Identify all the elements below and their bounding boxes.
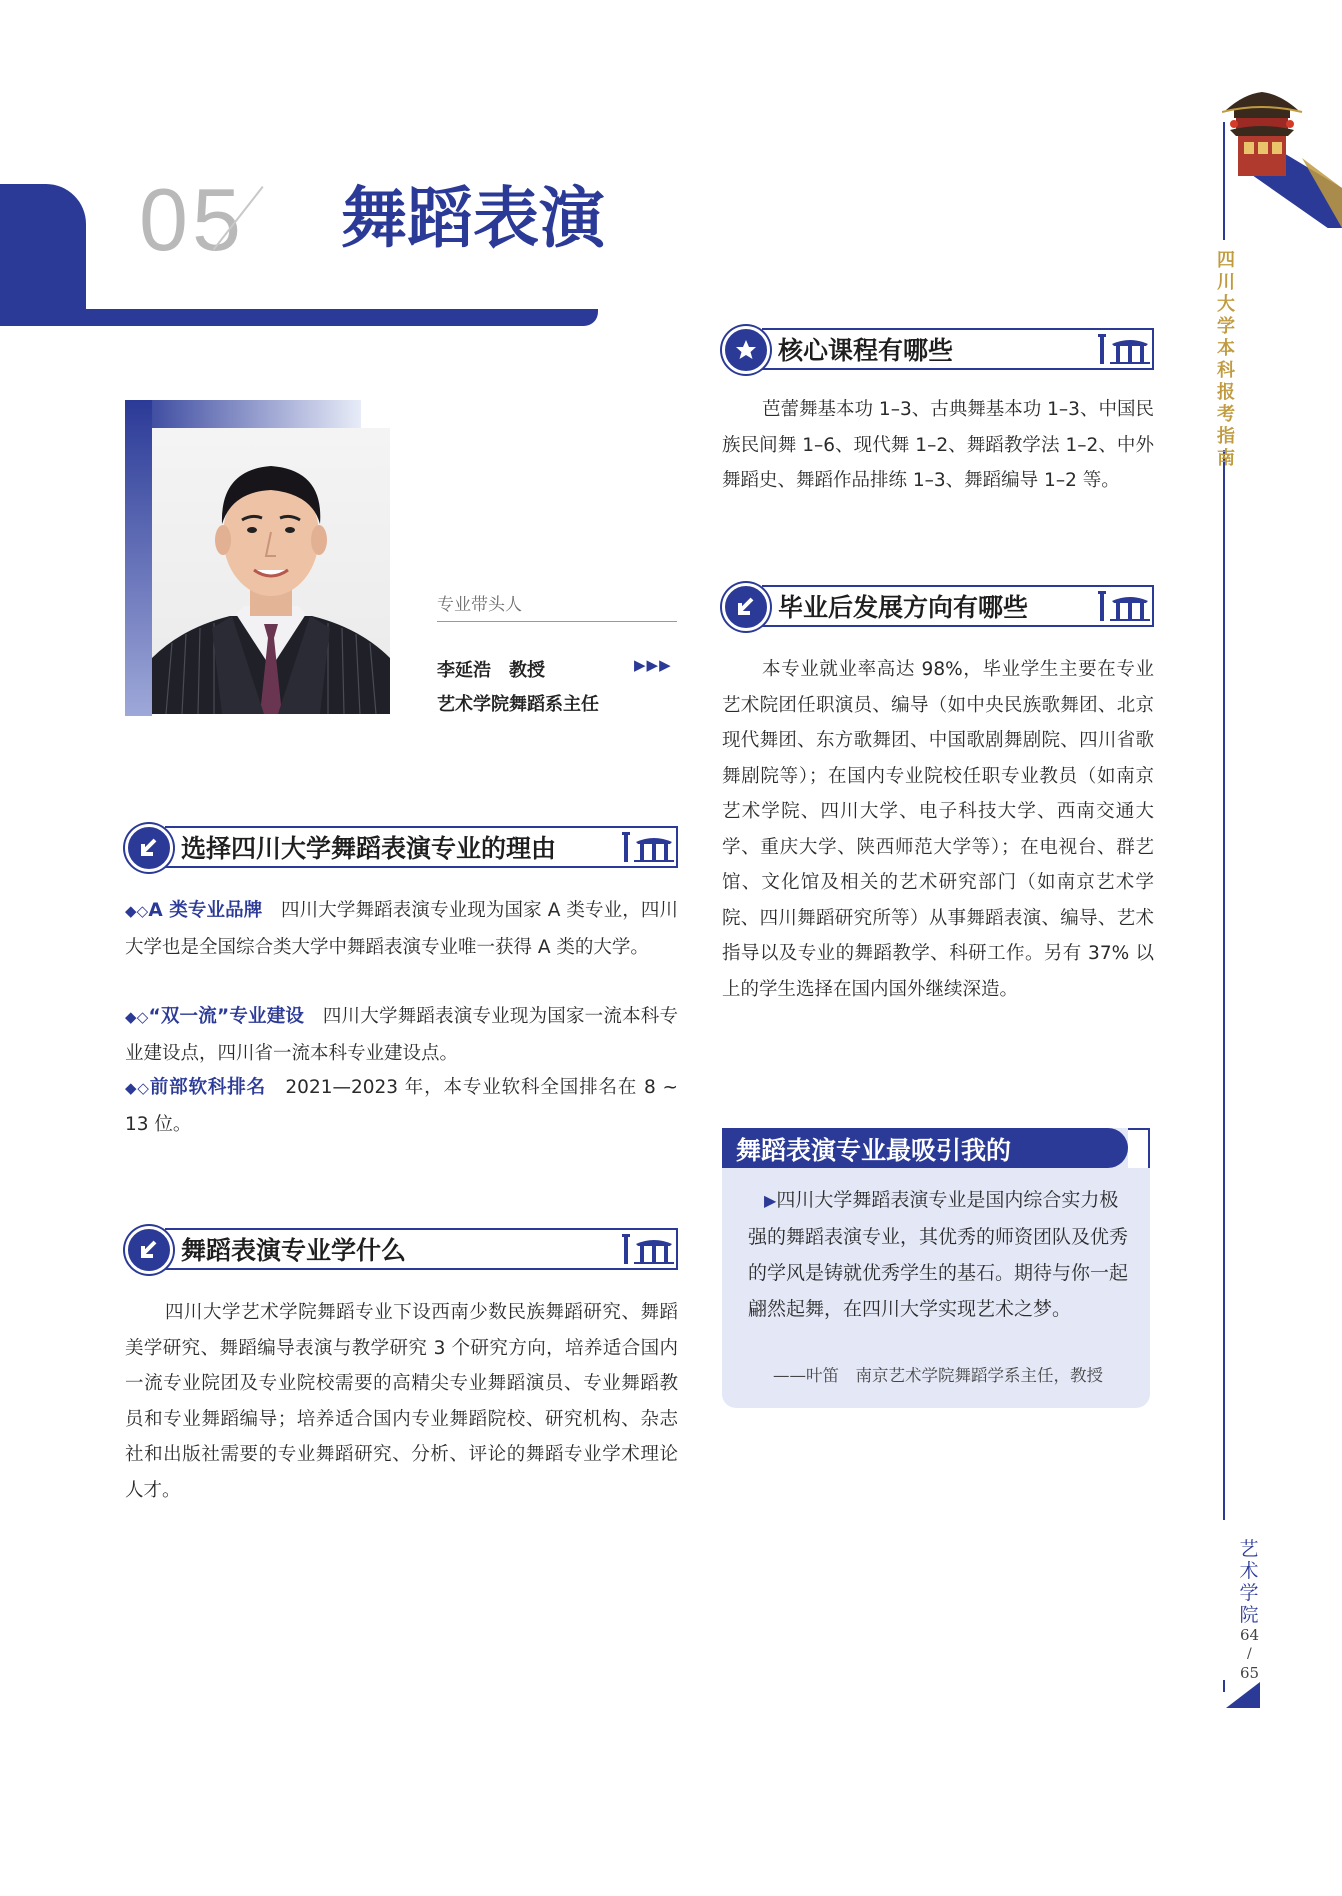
courses-text: 芭蕾舞基本功 1–3、古典舞基本功 1–3、中国民族民间舞 1–6、现代舞 1–2、舞蹈教学法 1–2、中外舞蹈史、舞蹈作品排练 1–3、舞蹈编导 1–2 等。 [722, 399, 1154, 491]
gate-icon [622, 830, 674, 862]
diamond-icon: ◆◇ [125, 902, 149, 920]
section-title: 舞蹈表演 [341, 179, 605, 257]
career-heading-title: 毕业后发展方向有哪些 [778, 593, 1029, 622]
college-name-vertical: 艺术学院 [1239, 1538, 1259, 1626]
header-left-tab [0, 184, 86, 309]
quote-heading-title: 舞蹈表演专业最吸引我的 [736, 1136, 1012, 1165]
page-number-right: 65 [1240, 1664, 1260, 1682]
reason-title: A 类专业品牌 [148, 900, 263, 921]
gate-icon [1098, 332, 1150, 364]
diamond-icon: ◆◇ [125, 1008, 149, 1026]
corner-triangle [1226, 1682, 1260, 1708]
page-number-separator: / [1247, 1646, 1252, 1662]
courses-heading [722, 328, 1154, 368]
reason-text: 2021—2023 年，本专业软科全国排名在 8 ~ 13 位。 [125, 1077, 678, 1135]
study-text: 四川大学艺术学院舞蹈专业下设西南少数民族舞蹈研究、舞蹈美学研究、舞蹈编导表演与教学研究 3 个研究方向，培养适合国内一流专业院团及专业院校需要的高精尖专业舞蹈演员、专业舞蹈教员和专业舞蹈编导；培养适合国内专业舞蹈院校、研究机构、杂志社和出版社需要的专业舞蹈研究、分析、评论的舞蹈专业学术理论人才。 [125, 1302, 678, 1501]
portrait-frame-side [125, 400, 152, 716]
courses-heading-title: 核心课程有哪些 [778, 336, 954, 365]
reason-item [125, 999, 678, 1071]
section-number: 05 [139, 170, 245, 269]
leader-portrait [152, 428, 390, 714]
quote-body: 四川大学舞蹈表演专业是国内综合实力极强的舞蹈表演专业，其优秀的师资团队及优秀的学风是铸就优秀学生的基石。期待与你一起翩然起舞，在四川大学实现艺术之梦。 [748, 1189, 1129, 1320]
quote-text [748, 1182, 1133, 1327]
career-heading [722, 585, 1154, 625]
leader-name: 李延浩 教授 [437, 660, 545, 681]
reasons-heading-title: 选择四川大学舞蹈表演专业的理由 [181, 834, 557, 863]
reason-title: 前部软科排名 [149, 1077, 267, 1098]
reason-item [125, 893, 678, 965]
page-number-left: 64 [1240, 1626, 1260, 1644]
play-triangle-icon: ▶ [764, 1191, 777, 1210]
triple-arrow-icon: ▶▶▶ [634, 656, 672, 674]
guide-title-vertical: 四川大学本科报考指南 [1217, 250, 1235, 469]
quote-heading-frame [1128, 1128, 1150, 1168]
reason-text: 四川大学舞蹈表演专业现为国家一流本科专业建设点，四川省一流本科专业建设点。 [125, 1006, 678, 1064]
gate-icon [1098, 589, 1150, 621]
study-heading [125, 1228, 678, 1268]
career-text: 本专业就业率高达 98%，毕业学生主要在专业艺术院团任职演员、编导（如中央民族歌舞团、北京现代舞团、东方歌舞团、中国歌剧舞剧院、四川省歌舞剧院等）；在国内专业院校任职专业教员（如南京艺术学院、四川大学、电子科技大学、西南交通大学、重庆大学、陕西师范大学等）；在电视台、群艺馆、文化馆及相关的艺术研究部门（如南京艺术学院、四川舞蹈研究所等）从事舞蹈表演、编导、艺术指导以及专业的舞蹈教学、科研工作。另有 37% 以上的学生选择在国内国外继续深造。 [722, 659, 1154, 1000]
reason-text: 四川大学舞蹈表演专业现为国家 A 类专业，四川大学也是全国综合类大学中舞蹈表演专业唯一获得 A 类的大学。 [125, 900, 679, 958]
gate-icon [622, 1232, 674, 1264]
quote-author: ——叶笛 南京艺术学院舞蹈学系主任，教授 [773, 1366, 1103, 1385]
pagoda-illustration [1222, 88, 1342, 228]
reasons-heading [125, 826, 678, 866]
reason-title: “双一流”专业建设 [148, 1006, 305, 1027]
reason-item [125, 1070, 678, 1142]
leader-label: 专业带头人 [437, 595, 522, 615]
study-heading-title: 舞蹈表演专业学什么 [181, 1236, 407, 1265]
leader-divider [437, 621, 677, 622]
leader-role: 艺术学院舞蹈系主任 [437, 694, 599, 715]
margin-rule-gap [1218, 1520, 1232, 1680]
diamond-icon: ◆◇ [125, 1079, 150, 1097]
